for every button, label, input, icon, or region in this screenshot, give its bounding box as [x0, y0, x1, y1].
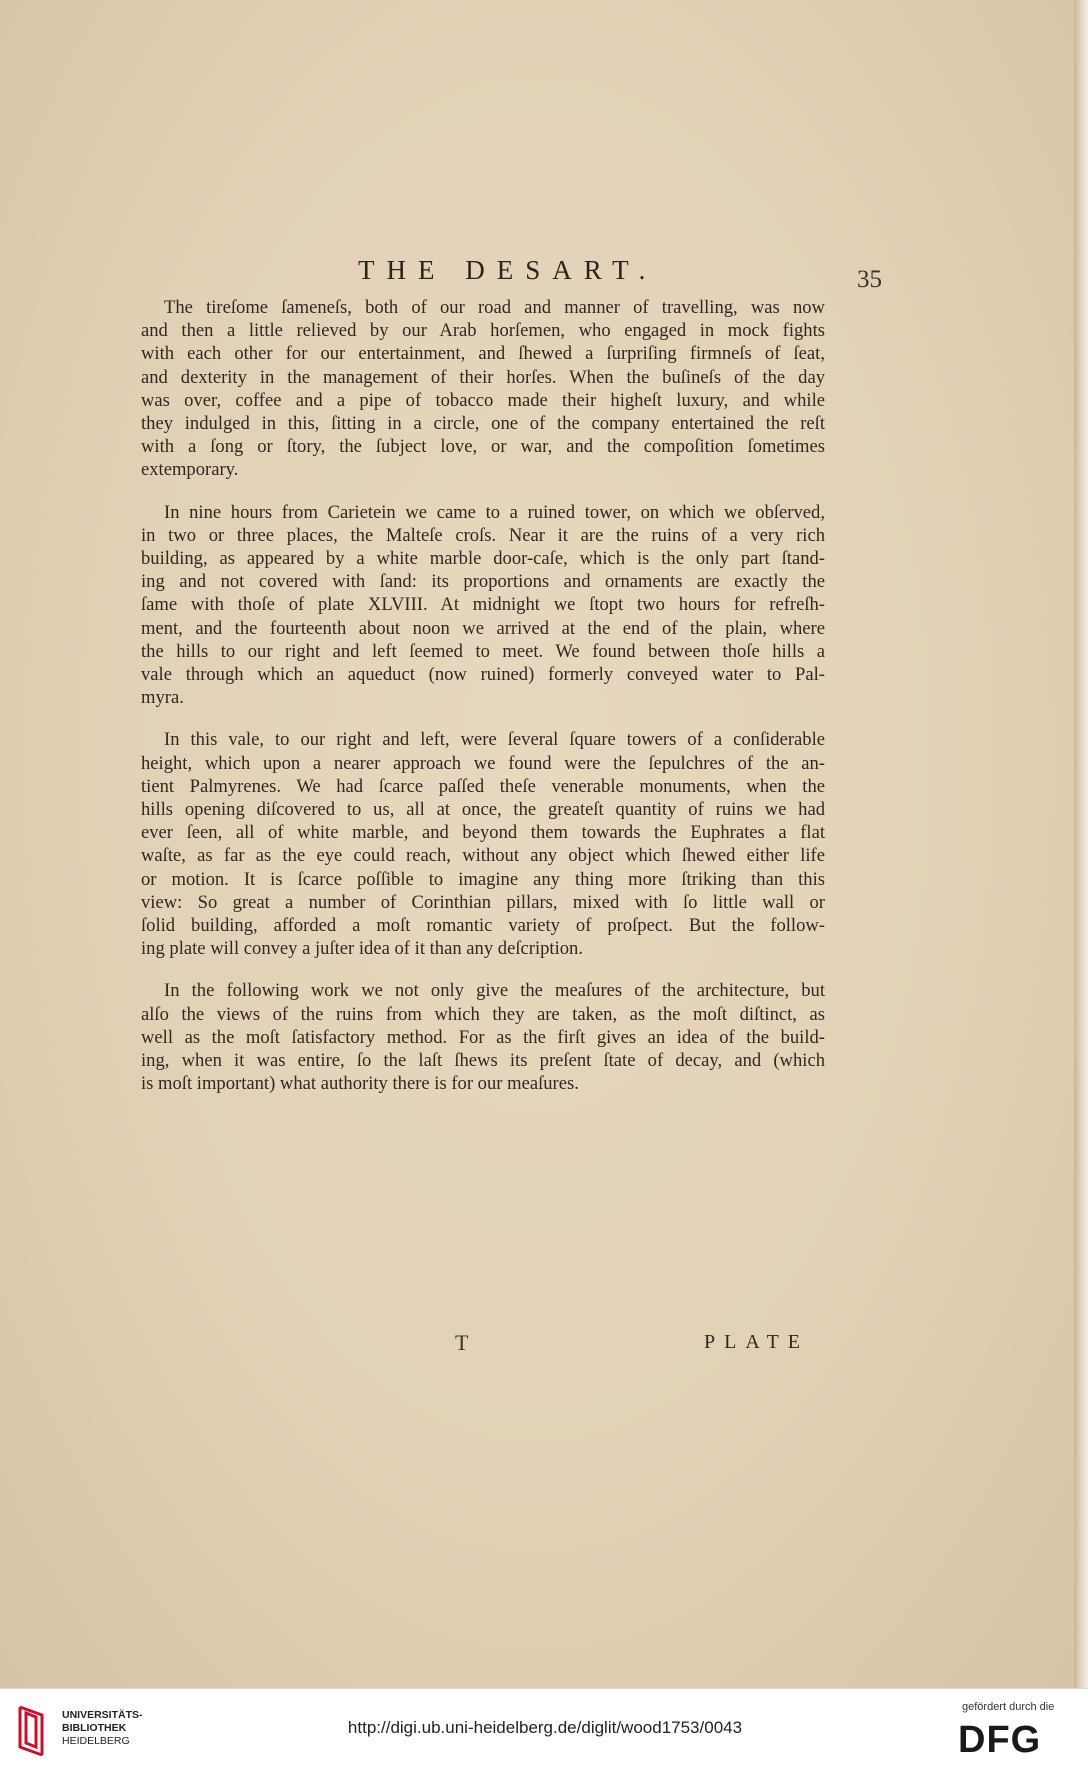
page-edge: [1074, 0, 1088, 1688]
text-line: the hills to our right and left ſeemed to meet. We found between thoſe hills a: [141, 640, 825, 662]
running-head: THE DESART.: [358, 255, 658, 285]
text-line: they indulged in this, ſitting in a circle, one of the company entertained the reſt: [141, 413, 825, 435]
text-line: alſo the views of the ruins from which they are taken, as the moſt diſtinct, as: [141, 1003, 825, 1025]
page-number: 35: [857, 266, 882, 293]
text-line: In the following work we not only give the meaſures of the architecture, but: [164, 980, 825, 1002]
text-line: view: So great a number of Corinthian pillars, mixed with ſo little wall or: [141, 891, 825, 913]
text-line: waſte, as far as the eye could reach, without any object which ſhewed either life: [141, 845, 825, 867]
text-line: building, as appeared by a white marble door-caſe, which is the only part ſtand-: [141, 548, 825, 570]
text-line: with each other for our entertainment, and ſhewed a ſurpriſing firmneſs of ſeat,: [141, 343, 825, 365]
library-name: [62, 1709, 143, 1748]
dfg-logo: DFG: [958, 1719, 1042, 1761]
paragraph-4: [141, 979, 825, 1095]
signature-mark: T: [455, 1330, 469, 1355]
text-line: ing plate will convey a juſter idea of it than any deſcription.: [141, 938, 583, 960]
funding-caption: gefördert durch die: [962, 1701, 1055, 1713]
text-line: In this vale, to our right and left, were ſeveral ſquare towers of a conſiderable: [164, 729, 825, 751]
text-line: extemporary.: [141, 459, 239, 481]
library-name-line: UNIVERSITÄTS-: [62, 1709, 143, 1721]
text-line: ſolid building, afforded a moſt romantic variety of proſpect. But the follow-: [141, 915, 825, 937]
text-line: ing, when it was entire, ſo the laſt ſhews its preſent ſtate of decay, and (which: [141, 1050, 825, 1072]
text-line: tient Palmyrenes. We had ſcarce paſſed theſe venerable monuments, when the: [141, 775, 825, 797]
text-line: or motion. It is ſcarce poſſible to imagine any thing more ſtriking than this: [141, 868, 825, 890]
text-line: is moſt important) what authority there is for our meaſures.: [141, 1073, 579, 1095]
viewer-footer: [0, 1688, 1088, 1769]
text-line: was over, coffee and a pipe of tobacco made their higheſt luxury, and while: [141, 389, 825, 411]
university-library-logo-icon: [12, 1703, 52, 1757]
text-line: height, which upon a nearer approach we found were the ſepulchres of the an-: [141, 752, 825, 774]
paragraph-1: [141, 296, 825, 482]
text-line: and dexterity in the management of their horſes. When the buſineſs of the day: [141, 366, 825, 388]
text-line: ment, and the fourteenth about noon we arrived at the end of the plain, where: [141, 617, 825, 639]
text-line: in two or three places, the Malteſe croſs. Near it are the ruins of a very rich: [141, 524, 825, 546]
permalink-url[interactable]: http://digi.ub.uni-heidelberg.de/diglit/wood1753/0043: [347, 1718, 743, 1737]
library-name-line: HEIDELBERG: [62, 1735, 130, 1747]
text-line: vale through which an aqueduct (now ruined) formerly conveyed water to Pal-: [141, 664, 825, 686]
text-line: and then a little relieved by our Arab horſemen, who engaged in mock fights: [141, 320, 825, 342]
text-line: ing and not covered with ſand: its proportions and ornaments are exactly the: [141, 571, 825, 593]
paragraph-2: [141, 501, 825, 710]
library-name-line: BIBLIOTHEK: [62, 1722, 127, 1734]
body-text: [141, 296, 825, 1115]
text-line: well as the moſt ſatisfactory method. For as the firſt gives an idea of the build-: [141, 1026, 825, 1048]
paragraph-3: [141, 728, 825, 960]
text-line: ever ſeen, all of white marble, and beyond them towards the Euphrates a flat: [141, 822, 825, 844]
text-line: hills opening diſcovered to us, all at once, the greateſt quantity of ruins we had: [141, 799, 825, 821]
text-line: In nine hours from Carietein we came to a ruined tower, on which we obſerved,: [164, 501, 825, 523]
text-line: The tireſome ſameneſs, both of our road and manner of travelling, was now: [164, 297, 825, 318]
text-line: with a ſong or ſtory, the ſubject love, or war, and the compoſition ſometimes: [141, 436, 825, 458]
catchword: PLATE: [704, 1331, 809, 1353]
text-line: ſame with thoſe of plate XLVIII. At midnight we ſtopt two hours for refreſh-: [141, 594, 825, 616]
text-line: myra.: [141, 687, 184, 709]
